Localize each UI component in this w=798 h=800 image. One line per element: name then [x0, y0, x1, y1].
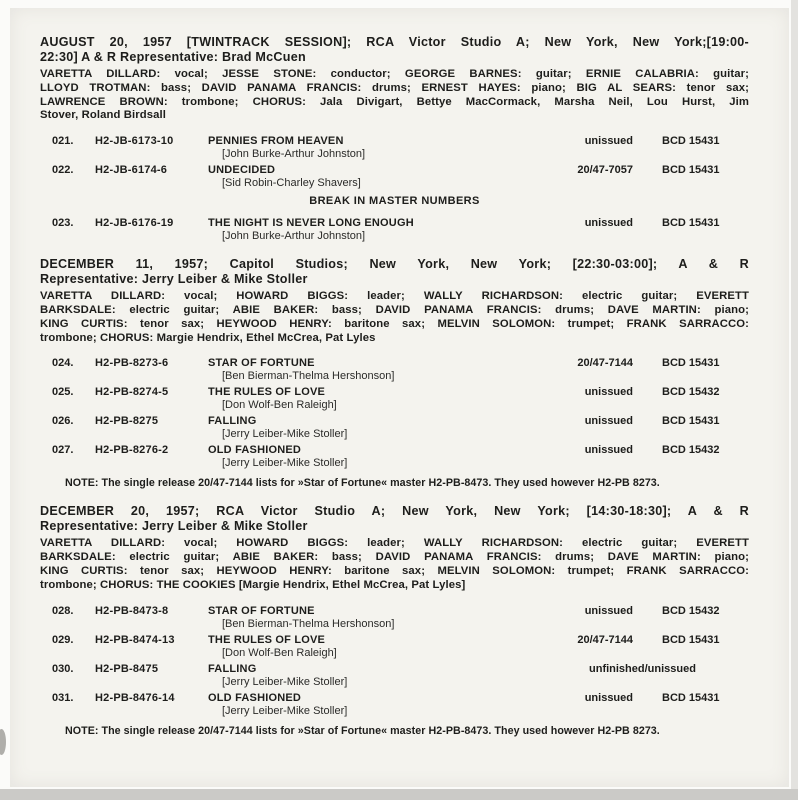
composer-credit: [Sid Robin-Charley Shavers] — [222, 177, 361, 190]
release-number: 20/47-7057 — [577, 164, 633, 177]
track-title-block — [208, 605, 543, 631]
session-note: NOTE: The single release 20/47-7144 lists for »Star of Fortune« master H2-PB-8473. They used however H2-PB 8273. — [65, 477, 660, 490]
track-title-block — [208, 135, 543, 161]
track-title: STAR OF FORTUNE — [208, 357, 315, 370]
track-row — [40, 164, 749, 190]
track-title-block — [208, 634, 543, 660]
session-header — [40, 504, 749, 534]
release-number: unissued — [584, 217, 633, 230]
personnel-line: LLOYD TROTMAN: bass; DAVID PANAMA FRANCIS: drums; ERNEST HAYES: piano; BIG AL SEARS: tenor sax; — [40, 81, 749, 94]
release-number: 20/47-7144 — [577, 357, 633, 370]
session-header — [40, 35, 749, 65]
composer-credit: [Jerry Leiber-Mike Stoller] — [222, 457, 348, 470]
session-header-line: Representative: Jerry Leiber & Mike Stoller — [40, 272, 308, 287]
master-number: H2-PB-8275 — [95, 415, 159, 428]
track-title-block — [208, 415, 543, 441]
master-number: H2-PB-8274-5 — [95, 386, 169, 399]
personnel-line: trombone; CHORUS: Margie Hendrix, Ethel McCrea, Pat Lyles — [40, 331, 376, 344]
track-title-block — [208, 357, 543, 383]
track-row — [40, 415, 749, 441]
track-title: PENNIES FROM HEAVEN — [208, 135, 344, 148]
track-title-block — [208, 217, 543, 243]
release-number: unissued — [584, 691, 633, 704]
release-number: unissued — [584, 386, 633, 399]
release-number: unissued — [584, 415, 633, 428]
track-title-block — [208, 663, 543, 689]
session-header-line: AUGUST 20, 1957 [TWINTRACK SESSION]; RCA Victor Studio A; New York, New York;[19:00- — [40, 35, 749, 49]
track-number: 028. — [52, 604, 74, 617]
master-number: H2-PB-8474-13 — [95, 633, 175, 646]
track-row — [40, 357, 749, 383]
track-list — [40, 605, 749, 718]
track-list — [40, 357, 749, 470]
track-row — [40, 663, 749, 689]
bcd-number: BCD 15431 — [662, 135, 720, 148]
bcd-number: BCD 15432 — [662, 444, 720, 457]
session-december-11-1957 — [40, 257, 749, 490]
personnel-list — [40, 537, 749, 592]
personnel-list — [40, 68, 749, 123]
personnel-line: BARKSDALE: electric guitar; ABIE BAKER: bass; DAVID PANAMA FRANCIS: drums; DAVE MARTIN: piano; — [40, 551, 749, 564]
release-number: unissued — [584, 135, 633, 148]
personnel-line: KING CURTIS: tenor sax; HEYWOOD HENRY: baritone sax; MELVIN SOLOMON: trumpet; FRANK SARRACCO: — [40, 564, 749, 577]
personnel-line: VARETTA DILLARD: vocal; JESSE STONE: conductor; GEORGE BARNES: guitar; ERNIE CALABRIA: guitar; — [40, 68, 749, 80]
personnel-line: LAWRENCE BROWN: trombone; CHORUS: Jala Divigart, Bettye MacCormack, Marsha Neil, Lou Hurst, Jim — [40, 95, 749, 108]
master-number: H2-JB-6173-10 — [95, 135, 174, 148]
track-title: THE RULES OF LOVE — [208, 386, 326, 399]
session-header — [40, 257, 749, 287]
personnel-list — [40, 290, 749, 345]
bcd-number: BCD 15432 — [662, 604, 720, 617]
break-in-master-numbers: BREAK IN MASTER NUMBERS — [309, 195, 480, 208]
track-number: 026. — [52, 415, 74, 428]
scan-edge — [0, 789, 798, 800]
track-title: OLD FASHIONED — [208, 444, 302, 457]
track-number: 023. — [52, 217, 74, 230]
master-number: H2-JB-6176-19 — [95, 217, 174, 230]
track-title: OLD FASHIONED — [208, 691, 302, 704]
track-title: FALLING — [208, 662, 257, 675]
master-number: H2-PB-8473-8 — [95, 604, 169, 617]
personnel-line: VARETTA DILLARD: vocal; HOWARD BIGGS: leader; WALLY RICHARDSON: electric guitar; EVERETT — [40, 537, 749, 550]
track-row — [40, 605, 749, 631]
session-august-20-1957 — [40, 35, 749, 243]
track-title-block — [208, 164, 543, 190]
bcd-number: BCD 15432 — [662, 386, 720, 399]
bcd-number: BCD 15431 — [662, 357, 720, 370]
track-number: 031. — [52, 691, 74, 704]
session-header-line: Representative: Jerry Leiber & Mike Stoller — [40, 519, 308, 534]
composer-credit: [Jerry Leiber-Mike Stoller] — [222, 675, 348, 688]
track-row — [40, 217, 749, 243]
personnel-line: Stover, Roland Birdsall — [40, 109, 166, 122]
master-number: H2-PB-8276-2 — [95, 444, 169, 457]
track-number: 022. — [52, 164, 74, 177]
track-number: 029. — [52, 633, 74, 646]
bcd-number: BCD 15431 — [662, 164, 720, 177]
composer-credit: [Jerry Leiber-Mike Stoller] — [222, 428, 348, 441]
composer-credit: [Ben Bierman-Thelma Hershonson] — [222, 370, 395, 383]
track-row — [40, 135, 749, 161]
track-number: 025. — [52, 386, 74, 399]
track-title: THE NIGHT IS NEVER LONG ENOUGH — [208, 217, 414, 230]
track-number: 030. — [52, 662, 74, 675]
composer-credit: [Don Wolf-Ben Raleigh] — [222, 646, 337, 659]
track-number: 021. — [52, 135, 74, 148]
release-number: unfinished/unissued — [589, 662, 696, 675]
session-header-line: DECEMBER 11, 1957; Capitol Studios; New York, New York; [22:30-03:00]; A & R — [40, 257, 749, 272]
track-row — [40, 692, 749, 718]
bcd-number: BCD 15431 — [662, 217, 720, 230]
track-title: THE RULES OF LOVE — [208, 633, 326, 646]
master-number: H2-PB-8475 — [95, 662, 159, 675]
track-row — [40, 444, 749, 470]
track-row — [40, 634, 749, 660]
composer-credit: [John Burke-Arthur Johnston] — [222, 230, 366, 243]
track-number: 027. — [52, 444, 74, 457]
track-title-block — [208, 444, 543, 470]
bcd-number: BCD 15431 — [662, 633, 720, 646]
composer-credit: [Don Wolf-Ben Raleigh] — [222, 399, 337, 412]
session-december-20-1957 — [40, 504, 749, 737]
track-title: STAR OF FORTUNE — [208, 604, 315, 617]
track-number: 024. — [52, 357, 74, 370]
personnel-line: KING CURTIS: tenor sax; HEYWOOD HENRY: baritone sax; MELVIN SOLOMON: trumpet; FRANK SARRACCO: — [40, 317, 749, 330]
composer-credit: [Ben Bierman-Thelma Hershonson] — [222, 617, 395, 630]
track-list — [40, 135, 749, 243]
session-note: NOTE: The single release 20/47-7144 lists for »Star of Fortune« master H2-PB-8473. They used however H2-PB 8273. — [65, 724, 660, 737]
session-header-line: 22:30] A & R Representative: Brad McCuen — [40, 50, 306, 64]
master-number: H2-JB-6174-6 — [95, 164, 168, 177]
track-title-block — [208, 692, 543, 718]
personnel-line: VARETTA DILLARD: vocal; HOWARD BIGGS: leader; WALLY RICHARDSON: electric guitar; EVERETT — [40, 290, 749, 303]
bcd-number: BCD 15431 — [662, 691, 720, 704]
personnel-line: BARKSDALE: electric guitar; ABIE BAKER: bass; DAVID PANAMA FRANCIS: drums; DAVE MARTIN: piano; — [40, 303, 749, 316]
master-number: H2-PB-8476-14 — [95, 691, 175, 704]
master-number: H2-PB-8273-6 — [95, 357, 169, 370]
personnel-line: trombone; CHORUS: THE COOKIES [Margie Hendrix, Ethel McCrea, Pat Lyles] — [40, 578, 466, 591]
track-title: UNDECIDED — [208, 164, 276, 177]
composer-credit: [John Burke-Arthur Johnston] — [222, 148, 366, 161]
release-number: 20/47-7144 — [577, 633, 633, 646]
release-number: unissued — [584, 604, 633, 617]
track-row — [40, 386, 749, 412]
release-number: unissued — [584, 444, 633, 457]
composer-credit: [Jerry Leiber-Mike Stoller] — [222, 704, 348, 717]
session-header-line: DECEMBER 20, 1957; RCA Victor Studio A; New York, New York; [14:30-18:30]; A & R — [40, 504, 749, 519]
bcd-number: BCD 15431 — [662, 415, 720, 428]
track-title: FALLING — [208, 415, 257, 428]
track-title-block — [208, 386, 543, 412]
